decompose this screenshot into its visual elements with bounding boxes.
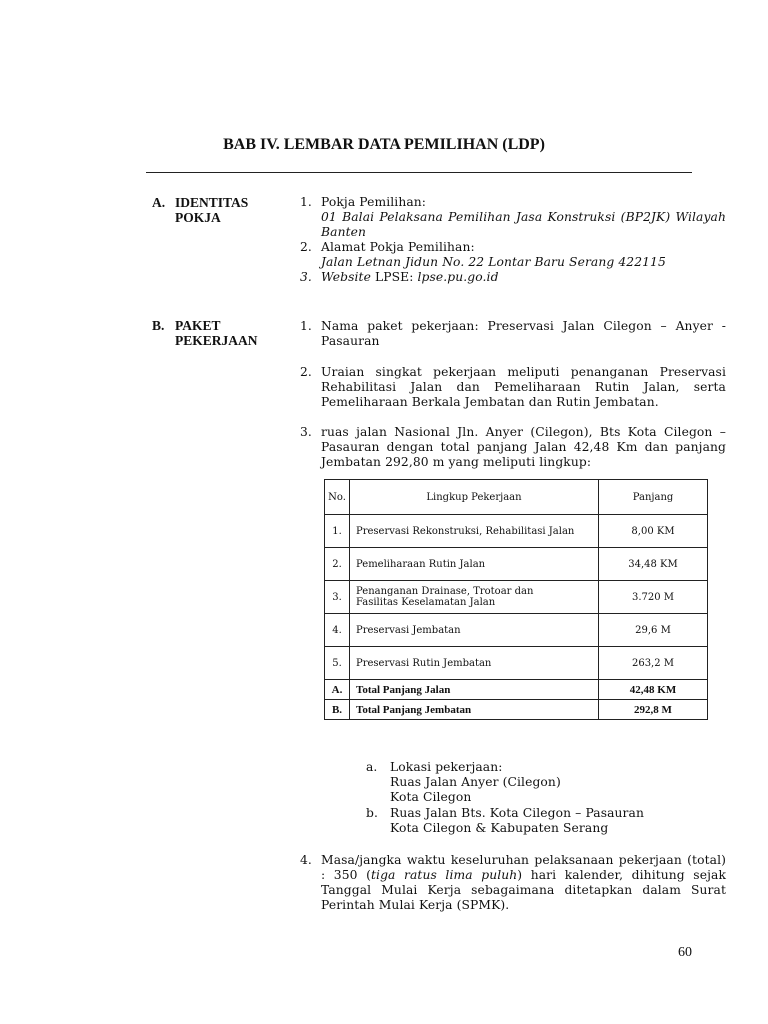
b-item3-text: ruas jalan Nasional Jln. Anyer (Cilegon), Bts Kota Cilegon – Pasauran dengan total panjang Jalan 42,48 Km dan panjang Jembatan 292,80 m yang meliputi lingkup: bbox=[321, 425, 726, 469]
row-length: 263,2 M bbox=[599, 647, 708, 680]
a-item1-num: 1. bbox=[300, 195, 312, 209]
row-length: 29,6 M bbox=[599, 614, 708, 647]
a-item3-label-rest: LPSE: bbox=[370, 270, 418, 284]
b-item2-text: Uraian singkat pekerjaan meliputi penanganan Preservasi Rehabilitasi Jalan dan Pemeliharaan Rutin Jalan, serta Pemeliharaan Berkala Jembatan dan Rutin Jembatan. bbox=[321, 365, 726, 409]
total-scope: Total Panjang Jalan bbox=[350, 680, 599, 700]
section-a-label: A. bbox=[152, 195, 166, 210]
header-scope: Lingkup Pekerjaan bbox=[350, 480, 599, 515]
table-row bbox=[325, 548, 708, 581]
page-title: BAB IV. LEMBAR DATA PEMILIHAN (LDP) bbox=[223, 136, 545, 153]
b-item1-num: 1. bbox=[300, 319, 312, 333]
section-a-heading: IDENTITAS POKJA bbox=[175, 195, 249, 225]
a-item3-num: 3. bbox=[300, 270, 312, 284]
a-item1-value-line2: Banten bbox=[321, 225, 367, 239]
table-row bbox=[325, 647, 708, 680]
header-no: No. bbox=[325, 480, 350, 515]
total-scope: Total Panjang Jembatan bbox=[350, 700, 599, 720]
row-scope: Preservasi Rutin Jembatan bbox=[350, 647, 599, 680]
b-item3-num: 3. bbox=[300, 425, 312, 439]
table-row bbox=[325, 515, 708, 548]
total-length: 292,8 M bbox=[599, 700, 708, 720]
table-row bbox=[325, 614, 708, 647]
row-no: 3. bbox=[325, 581, 350, 614]
location-a: Lokasi pekerjaan: Ruas Jalan Anyer (Cilegon) Kota Cilegon bbox=[390, 760, 561, 804]
title-divider bbox=[146, 172, 692, 173]
total-no: B. bbox=[325, 700, 350, 720]
row-length: 34,48 KM bbox=[599, 548, 708, 581]
row-scope: Penanganan Drainase, Trotoar dan Fasilitas Keselamatan Jalan bbox=[350, 581, 599, 614]
a-item2-label: Alamat Pokja Pemilihan: bbox=[321, 240, 475, 254]
row-no: 5. bbox=[325, 647, 350, 680]
scope-table bbox=[324, 479, 708, 720]
row-no: 4. bbox=[325, 614, 350, 647]
total-no: A. bbox=[325, 680, 350, 700]
a-item2-num: 2. bbox=[300, 240, 312, 254]
table-header-row bbox=[325, 480, 708, 515]
a-item2-value: Jalan Letnan Jidun No. 22 Lontar Baru Serang 422115 bbox=[321, 255, 666, 269]
row-length: 8,00 KM bbox=[599, 515, 708, 548]
a-item3-label-italic: Website bbox=[321, 270, 371, 284]
a-item3 bbox=[321, 270, 726, 285]
location-a-letter: a. bbox=[366, 760, 378, 774]
location-b-letter: b. bbox=[366, 806, 378, 820]
b-item2-num: 2. bbox=[300, 365, 312, 379]
total-length: 42,48 KM bbox=[599, 680, 708, 700]
row-scope: Pemeliharaan Rutin Jalan bbox=[350, 548, 599, 581]
table-total-row bbox=[325, 680, 708, 700]
section-b-heading: PAKET PEKERJAAN bbox=[175, 318, 258, 348]
a-item1-value-line1: 01 Balai Pelaksana Pemilihan Jasa Konstruksi (BP2JK) Wilayah bbox=[321, 210, 726, 224]
header-length: Panjang bbox=[599, 480, 708, 515]
page-number: 60 bbox=[678, 945, 692, 960]
a-item1 bbox=[321, 195, 726, 240]
lpse-link[interactable]: lpse.pu.go.id bbox=[417, 270, 499, 284]
b-item4-num: 4. bbox=[300, 853, 312, 867]
b-item1-text: Nama paket pekerjaan: Preservasi Jalan Cilegon – Anyer - Pasauran bbox=[321, 319, 726, 348]
a-item2 bbox=[321, 240, 726, 270]
row-no: 2. bbox=[325, 548, 350, 581]
a-item1-label: Pokja Pemilihan: bbox=[321, 195, 427, 209]
row-no: 1. bbox=[325, 515, 350, 548]
table-total-row bbox=[325, 700, 708, 720]
table-row bbox=[325, 581, 708, 614]
b-item4-text: Masa/jangka waktu keseluruhan pelaksanaan pekerjaan (total) : 350 (tiga ratus lima puluh) hari kalender, dihitung sejak Tanggal Mulai Kerja sebagaimana ditetapkan dalam Surat Perintah Mulai Kerja (SPMK). bbox=[321, 853, 726, 912]
row-scope: Preservasi Jembatan bbox=[350, 614, 599, 647]
location-b: Ruas Jalan Bts. Kota Cilegon – Pasauran Kota Cilegon & Kabupaten Serang bbox=[390, 806, 644, 835]
row-length: 3.720 M bbox=[599, 581, 708, 614]
section-b-label: B. bbox=[152, 318, 165, 333]
row-scope: Preservasi Rekonstruksi, Rehabilitasi Jalan bbox=[350, 515, 599, 548]
